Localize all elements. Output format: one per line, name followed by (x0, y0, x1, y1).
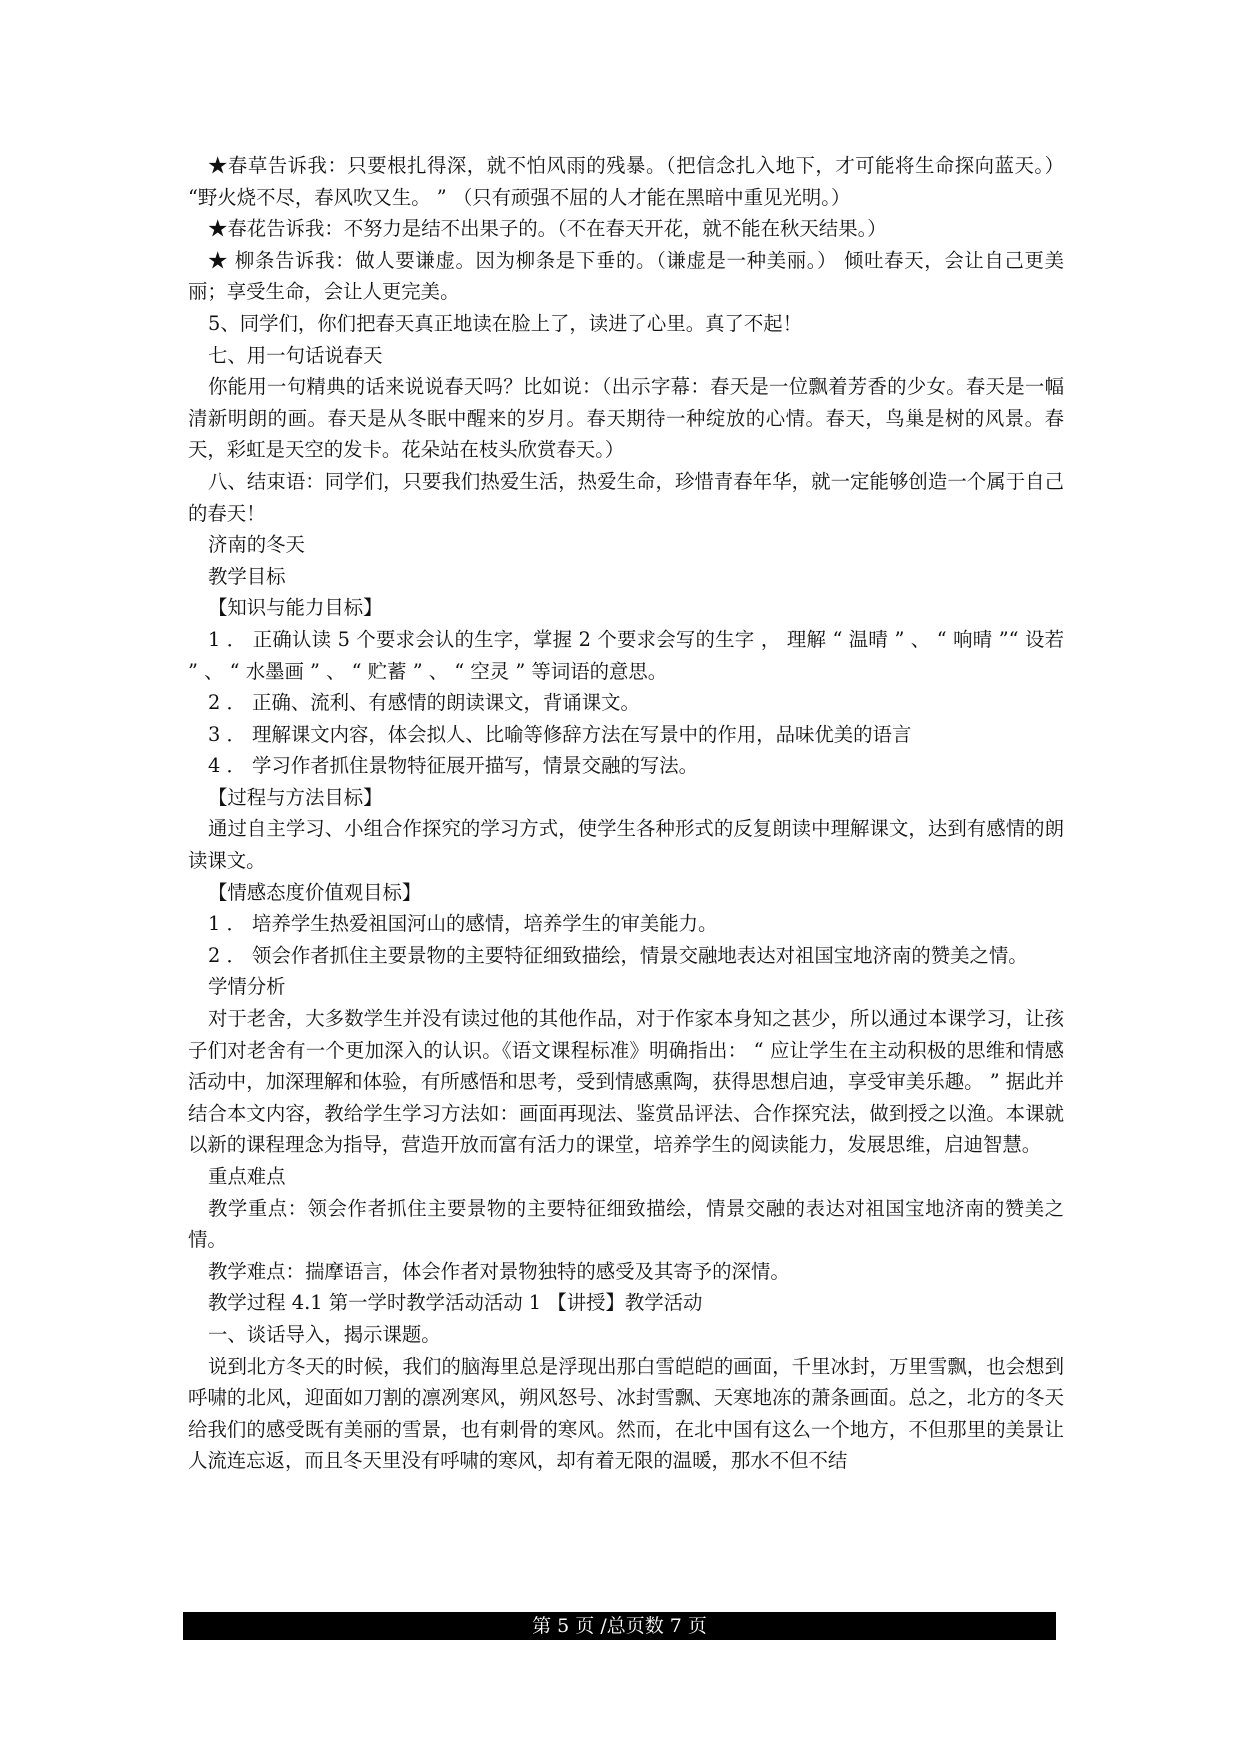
paragraph: 教学难点：揣摩语言，体会作者对景物独特的感受及其寄予的深情。 (208, 1259, 790, 1283)
page-number-label: 第 5 页 /总页数 7 页 (532, 1615, 707, 1637)
section-heading: 七、用一句话说春天 (208, 343, 383, 367)
paragraph: 教学过程 4.1 第一学时教学活动活动 1 【讲授】教学活动 (208, 1291, 703, 1315)
section-heading: 一、谈话导入，揭示课题。 (208, 1322, 441, 1346)
subsection-heading: 【情感态度价值观目标】 (208, 880, 422, 904)
paragraph: 通过自主学习、小组合作探究的学习方式，使学生各种形式的反复朗读中理解课文，达到有感情的朗读课文。 (188, 817, 1064, 873)
paragraph: ★ 柳条告诉我：做人要谦虚。因为柳条是下垂的。（谦虚是一种美丽。） 倾吐春天，会让自己更美丽；享受生命，会让人更完美。 (188, 248, 1064, 304)
paragraph: ★春花告诉我：不努力是结不出果子的。（不在春天开花，就不能在秋天结果。） (208, 217, 887, 241)
document-body (188, 150, 1071, 1477)
page-footer (183, 1612, 1056, 1640)
paragraph: 教学重点：领会作者抓住主要景物的主要特征细致描绘，情景交融的表达对祖国宝地济南的赞美之情。 (188, 1196, 1064, 1252)
section-heading: 教学目标 (208, 564, 286, 588)
paragraph: 5、同学们，你们把春天真正地读在脸上了，读进了心里。真了不起！ (208, 311, 803, 335)
section-heading: 八、结束语：同学们，只要我们热爱生活，热爱生命，珍惜青春年华，就一定能够创造一个属于自己的春天！ (188, 469, 1064, 525)
subsection-heading: 【过程与方法目标】 (208, 785, 383, 809)
section-heading: 学情分析 (208, 975, 286, 999)
paragraph: 说到北方冬天的时候，我们的脑海里总是浮现出那白雪皑皑的画面，千里冰封，万里雪飘，也会想到呼啸的北风，迎面如刀割的凛冽寒风，朔风怒号、冰封雪飘、天寒地冻的萧条画面。总之，北方的冬天给我们的感受既有美丽的雪景，也有刺骨的寒风。然而，在北中国有这么一个地方，不但那里的美景让人流连忘返，而且冬天里没有呼啸的寒风，却有着无限的温暖，那水不但不结 (188, 1354, 1064, 1473)
list-item: 2 ． 正确、流利、有感情的朗读课文，背诵课文。 (208, 691, 640, 715)
list-item: 1 ． 培养学生热爱祖国河山的感情，培养学生的审美能力。 (208, 912, 718, 936)
section-heading: 重点难点 (208, 1165, 286, 1188)
paragraph: ★春草告诉我：只要根扎得深，就不怕风雨的残暴。（把信念扎入地下，才可能将生命探向蓝天。） “野火烧不尽，春风吹又生。 ” （只有顽强不屈的人才能在黑暗中重见光明。） (188, 154, 1071, 209)
list-item: 3 ． 理解课文内容，体会拟人、比喻等修辞方法在写景中的作用，品味优美的语言 (208, 722, 912, 746)
paragraph: 你能用一句精典的话来说说春天吗？比如说：（出示字幕：春天是一位飘着芳香的少女。春天是一幅清新明朗的画。春天是从冬眠中醒来的岁月。春天期待一种绽放的心情。春天，鸟巢是树的风景。春天，彩虹是天空的发卡。花朵站在枝头欣赏春天。） (188, 375, 1064, 462)
list-item: 1 ． 正确认读 5 个要求会认的生字，掌握 2 个要求会写的生字 ， 理解 “ 温晴 ” 、 “ 响晴 ”“ 设若 ” 、 “ 水墨画 ” 、 “ 贮蓄 ” 、 “ 空灵 ” 等词语的意思。 (188, 627, 1071, 683)
list-item: 2 ． 领会作者抓住主要景物的主要特征细致描绘，情景交融地表达对祖国宝地济南的赞美之情。 (208, 943, 1028, 967)
lesson-title: 济南的冬天 (208, 533, 305, 557)
list-item: 4 ． 学习作者抓住景物特征展开描写，情景交融的写法。 (208, 754, 699, 778)
paragraph: 对于老舍，大多数学生并没有读过他的其他作品，对于作家本身知之甚少，所以通过本课学习，让孩子们对老舍有一个更加深入的认识。《语文课程标准》明确指出： “ 应让学生在主动积极的思维和情感活动中，加深理解和体验，有所感悟和思考，受到情感熏陶，获得思想启迪，享受审美乐趣。 ” 据此并结合本文内容，教给学生学习方法如：画面再现法、鉴赏品评法、合作探究法，做到授之以渔。本课就以新的课程理念为指导，营造开放而富有活力的课堂，培养学生的阅读能力，发展思维，启迪智慧。 (188, 1007, 1064, 1157)
subsection-heading: 【知识与能力目标】 (208, 596, 383, 620)
